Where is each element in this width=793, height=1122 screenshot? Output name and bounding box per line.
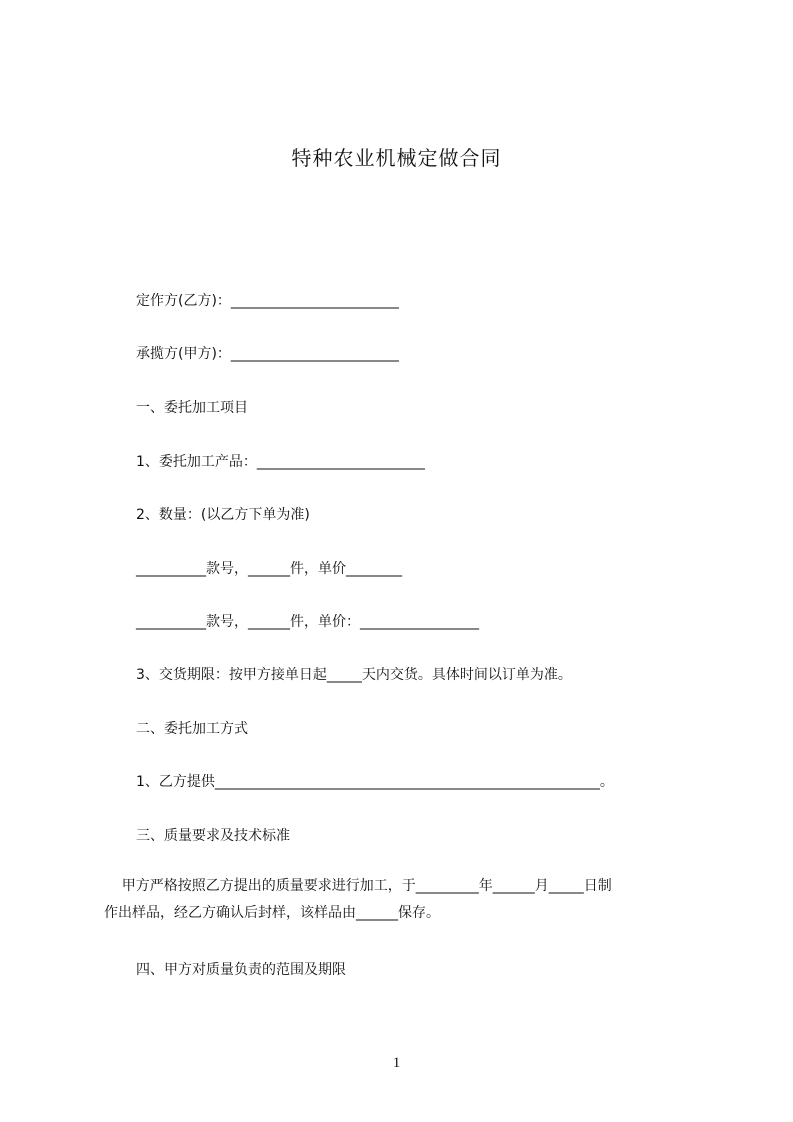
party-b-line: 定作方(乙方)：________________________ <box>136 293 399 309</box>
section-1-heading: 一、委托加工项目 <box>136 400 248 416</box>
section-2-heading: 二、委托加工方式 <box>136 721 248 737</box>
delivery-line: 3、交货期限：按甲方接单日起_____天内交货。具体时间以订单为准。 <box>136 667 572 683</box>
supply-line: 1、乙方提供_______________________________________________________。 <box>136 774 614 790</box>
document-title: 特种农业机械定做合同 <box>291 146 502 170</box>
section-4-heading: 四、甲方对质量负责的范围及期限 <box>136 962 346 978</box>
page-number: 1 <box>392 1055 401 1071</box>
section-3-heading: 三、质量要求及技术标准 <box>136 828 290 844</box>
quality-paragraph-line-2: 作出样品，经乙方确认后封样，该样品由______保存。 <box>104 905 440 921</box>
item-line-2: __________款号，______件，单价：_________________ <box>136 614 479 630</box>
product-line: 1、委托加工产品：________________________ <box>136 454 425 470</box>
party-a-line: 承揽方(甲方)：________________________ <box>136 346 399 362</box>
quality-paragraph-line-1: 甲方严格按照乙方提出的质量要求进行加工，于_________年______月_____日制 <box>104 878 612 894</box>
item-line-1: __________款号，______件，单价________ <box>136 561 402 577</box>
quantity-line: 2、数量：(以乙方下单为准) <box>136 507 310 523</box>
